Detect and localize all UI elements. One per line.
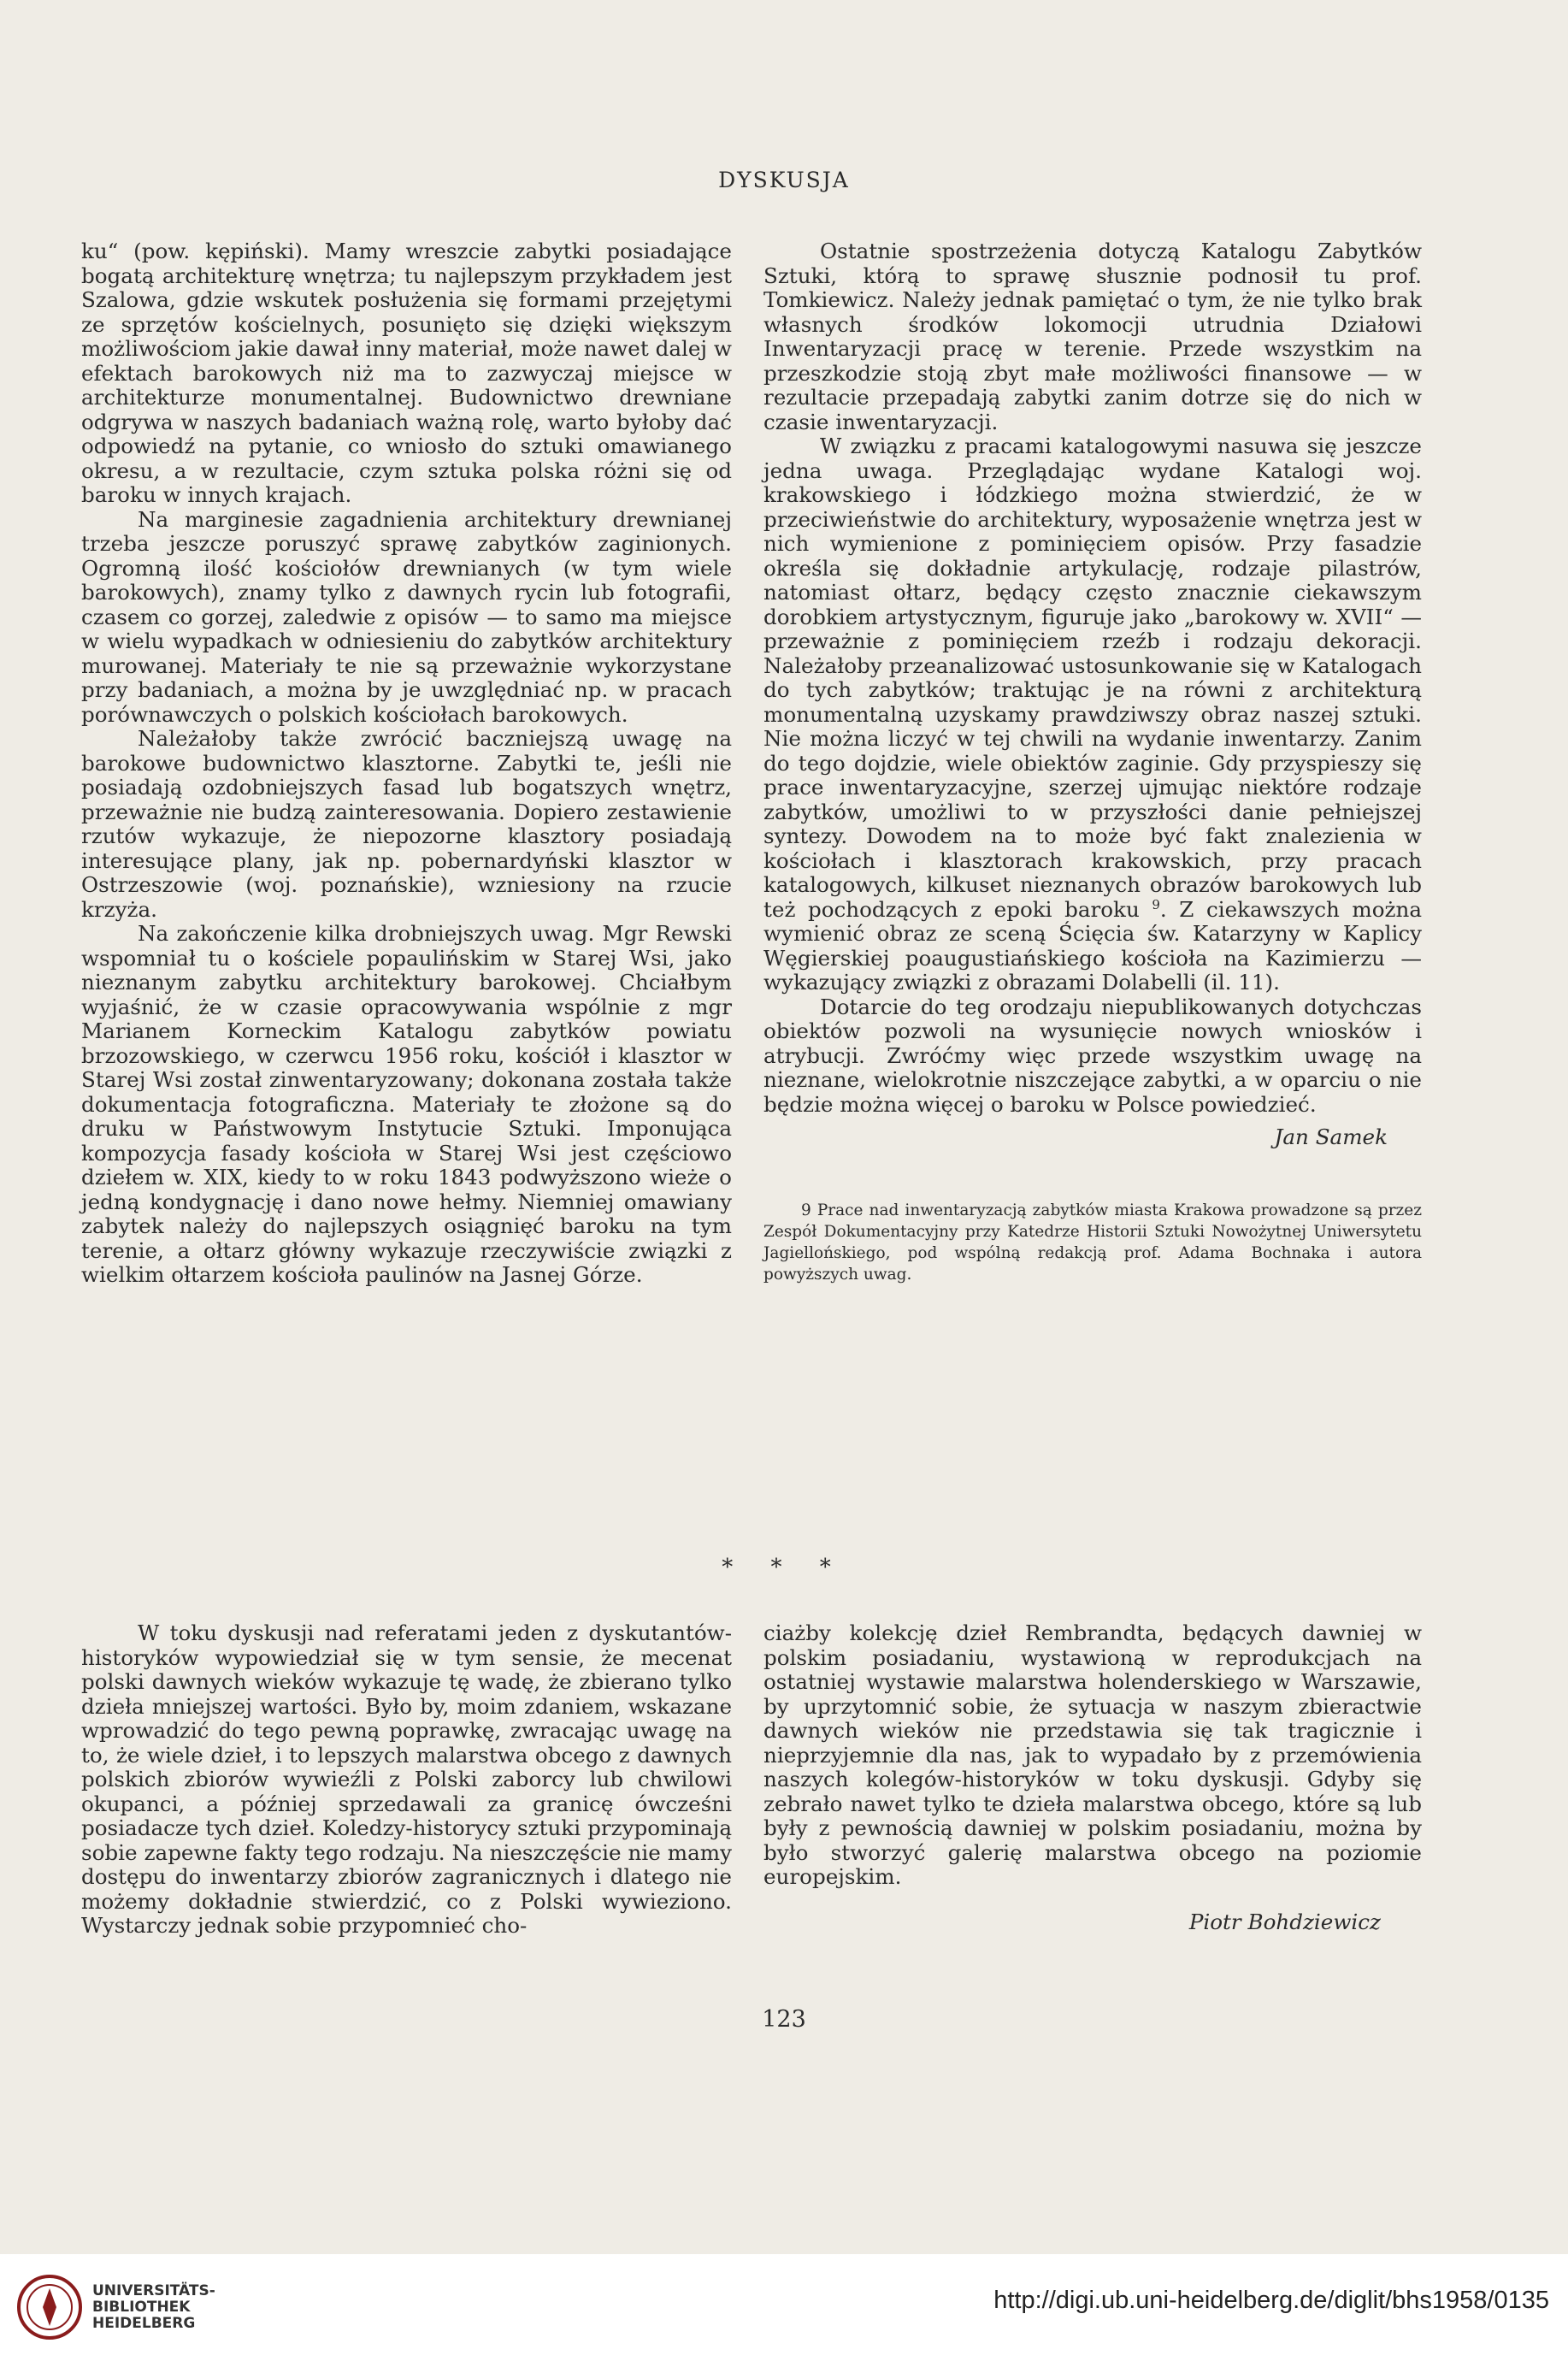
paragraph: Na marginesie zagadnienia architektury drewnianej trzeba jeszcze poruszyć sprawę zabytków zaginionych. Ogromną ilość kościołów drewnianych (w tym wiele barokowych), znamy tylko z dawnych rycin lub fotografii, czasem co gorzej, zaledwie z opisów — to samo ma miejsce w wielu wypadkach w odniesieniu do zabytków architektury murowanej. Materiały te nie są przeważnie wykorzystane przy badaniach, a można by je uwzględniać np. w pracach porównawczych o polskich kościołach barokowych. <box>81 506 732 727</box>
paragraph: Ostatnie spostrzeżenia dotyczą Katalogu Zabytków Sztuki, którą to sprawę słusznie podnosił tu prof. Tomkiewicz. Należy jednak pamiętać o tym, że nie tylko brak własnych środków lokomocji utrudnia Działowi Inwentaryzacji pracę w terenie. Przede wszystkim na przeszkodzie stoją zbyt małe możliwości finansowe — w rezultacie przepadają zabytki zanim dotrze się do nich w czasie inwentaryzacji. <box>763 239 1422 434</box>
paragraph: ku“ (pow. kępiński). Mamy wreszcie zabytki posiadające bogatą architekturę wnętrza; tu najlepszym przykładem jest Szalowa, gdzie wskutek posłużenia się formami przejętymi ze sprzętów kościelnych, posunięto się dzięki większym możliwościom jakie dawał inny materiał, może nawet dalej w efektach barokowych niż ma to zazwyczaj miejsce w architekturze monumentalnej. Budownictwo drewniane odgrywa w naszych badaniach ważną rolę, warto byłoby dać odpowiedź na pytanie, co wniosło do sztuki omawianego okresu, a w rezultacie, czym sztuka polska różni się od baroku w innych krajach. <box>81 239 732 507</box>
page-number: 123 <box>762 2006 806 2033</box>
library-logo-text[interactable] <box>92 2283 215 2332</box>
logo-line: UNIVERSITÄTS- <box>92 2282 215 2299</box>
footnote <box>763 1200 1422 1285</box>
author-signature: Jan Samek <box>1274 1124 1388 1149</box>
logo-line: HEIDELBERG <box>92 2315 196 2332</box>
paragraph-text: W związku z pracami katalogowymi nasuwa się jeszcze jedna uwaga. Przeglądając wydane Katalogi woj. krakowskiego i łódzkiego można stwierdzić, że w przeciwieństwie do architektury, wyposażenie wnętrza jest w nich wymienione z pominięciem opisów. Przy fasadzie określa się dokładnie artykulację, rodzaje pilastrów, natomiast ołtarz, będący często znacznie ciekawszym dorobkiem artystycznym, figuruje jako „barokowy w. XVII“ — przeważnie z pominięciem rzeźb i rodzaju dekoracji. Należałoby przeanalizować ustosunkowanie się w Katalogach do tych zabytków; traktując je na równi z architekturą monumentalną uzyskamy prawdziwszy obraz naszej sztuki. Nie można liczyć w tej chwili na wydanie inwentarzy. Zanim do tego dojdzie, wiele obiektów zaginie. Gdy przyspieszy się prace inwentaryzacyjne, szerzej ujmując niektóre rodzaje zabytków, umożliwi to w przyszłości danie pełniejszej syntezy. Dowodem na to może być fakt znalezienia w kościołach i klasztorach krakowskich, przy pracach katalogowych, kilkuset nieznanych obrazów barokowych lub też pochodzących z epoki baroku <box>763 434 1422 922</box>
running-header: DYSKUSJA <box>718 168 850 192</box>
paragraph <box>763 434 1422 995</box>
paragraph-text-tail: . Z ciekawszych można wymienić obraz ze sceną Ścięcia św. Katarzyny w Kaplicy Węgierskiej poaugustiańskiego kościoła na Kazimierzu — wykazujący związki z obrazami Dolabelli (il. 11). <box>763 896 1422 995</box>
section-separator: * * * <box>722 1555 846 1580</box>
footer-bar <box>0 2254 1568 2367</box>
logo-line: BIBLIOTHEK <box>92 2299 191 2316</box>
paragraph: W toku dyskusji nad referatami jeden z dyskutantów-historyków wypowiedział się w tym sensie, że mecenat polski dawnych wieków wykazuje tę wadę, że zbierano tylko dzieła mniejszej wartości. Było by, moim zdaniem, wskazane wprowadzić do tego pewną poprawkę, zwracając uwagę na to, że wiele dzieł, i to lepszych malarstwa obcego z dawnych polskich zbiorów wywieźli z Polski zaborcy lub chwilowi okupanci, a później sprzedawali za granicę ówcześni posiadacze tych dzieł. Koledzy-historycy sztuki przypominają sobie zapewne fakty tego rodzaju. Na nieszczęście nie mamy dostępu do inwentarzy zbiorów zagranicznych i dlatego nie możemy dokładnie stwierdzić, co z Polski wywieziono. Wystarczy jednak sobie przypomnieć cho- <box>81 1620 732 1938</box>
right-column-2 <box>763 1621 1422 1934</box>
author-signature: Piotr Bohdziewicz <box>1188 1909 1381 1934</box>
right-column <box>763 239 1422 1285</box>
paragraph: Na zakończenie kilka drobniejszych uwag. Mgr Rewski wspomniał tu o kościele popaulińskim w Starej Wsi, jako nieznanym zabytku architektury barokowej. Chciałbym wyjaśnić, że w czasie opracowywania wspólnie z mgr Marianem Korneckim Katalogu zabytków powiatu brzozowskiego, w czerwcu 1956 roku, kościół i klasztor w Starej Wsi został zinwentaryzowany; dokonana została także dokumentacja fotograficzna. Materiały te złożone są do druku w Państwowym Instytucie Sztuki. Imponująca kompozycja fasady kościoła w Starej Wsi jest częściowo dziełem w. XIX, kiedy to w roku 1843 podwyższono wieże o jedną kondygnację i dano nowe hełmy. Niemniej omawiany zabytek należy do najlepszych osiągnięć baroku na tym terenie, a ołtarz główny wykazuje rzeczywiście związki z wielkim ołtarzem kościoła paulinów na Jasnej Górze. <box>81 921 732 1287</box>
paragraph: Należałoby także zwrócić baczniejszą uwagę na barokowe budownictwo klasztorne. Zabytki te, jeśli nie posiadają ozdobniejszych fasad lub bogatszych wnętrz, przeważnie nie budzą zainteresowania. Dopiero zestawienie rzutów wykazuje, że niepozorne klasztory posiadają interesujące plany, jak np. pobernardyński klasztor w Ostrzeszowie (woj. poznańskie), wzniesiony na rzucie krzyża. <box>81 726 732 922</box>
footnote-reference: 9 <box>1152 896 1160 912</box>
university-seal-icon[interactable] <box>15 2273 84 2341</box>
left-column <box>81 239 732 1288</box>
footnote-text: 9 Prace nad inwentaryzacją zabytków miasta Krakowa prowadzone są przez Zespół Dokumentacyjny przy Katedrze Historii Sztuki Nowożytnej Uniwersytetu Jagiellońskiego, pod wspólną redakcją prof. Adama Bochnaka i autora powyższych uwag. <box>763 1201 1422 1284</box>
left-column-2 <box>81 1621 732 1939</box>
paragraph: Dotarcie do teg orodzaju niepublikowanych dotychczas obiektów pozwoli na wysunięcie nowych wniosków i atrybucji. Zwróćmy więc przede wszystkim uwagę na nieznane, wielokrotnie niszczejące zabytki, a w oparciu o nie będzie można więcej o baroku w Polsce powiedzieć. <box>763 994 1422 1117</box>
source-url-link[interactable]: http://digi.ub.uni-heidelberg.de/diglit/bhs1958/0135 <box>993 2287 1549 2314</box>
paragraph: ciażby kolekcję dzieł Rembrandta, będących dawniej w polskim posiadaniu, wystawioną w reprodukcjach na ostatniej wystawie malarstwa holenderskiego w Warszawie, by uprzytomnić sobie, że sytuacja w naszym zbieractwie dawnych wieków nie przedstawia się tak tragicznie i nieprzyjemnie dla nas, jak to wypadało by z przemówienia naszych kolegów-historyków w toku dyskusji. Gdyby się zebrało nawet tylko te dzieła malarstwa obcego, które są lub były z pewnością dawniej w polskim posiadaniu, można by było stworzyć galerię malarstwa obcego na poziomie europejskim. <box>763 1620 1422 1889</box>
